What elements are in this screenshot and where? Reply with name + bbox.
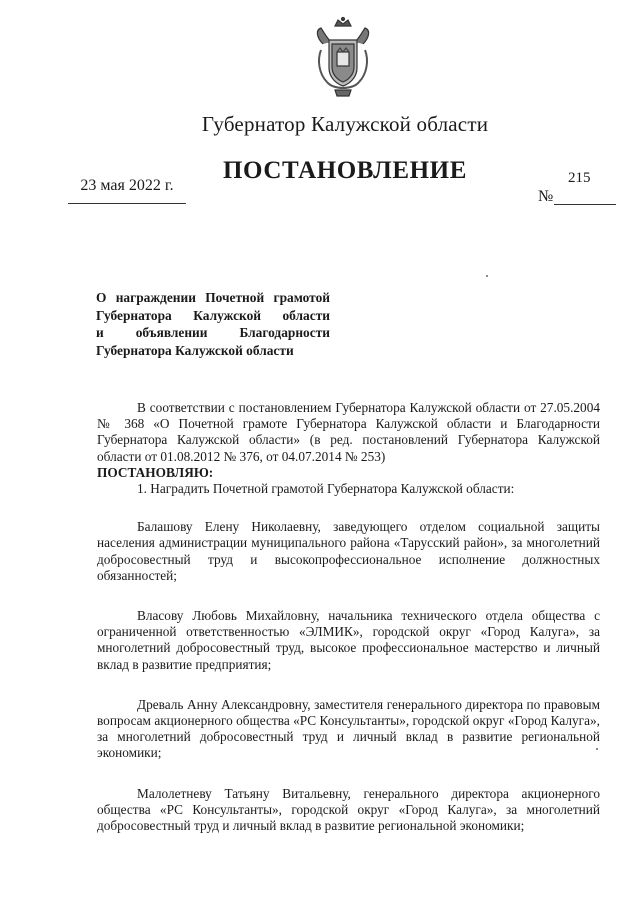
awardee-paragraph: Древаль Анну Александровну, заместителя генерального директора по правовым вопросам акционерного общества «РС Консультанты», городской округ «Город Калуга», за многолетний добросовестный труд и личный вклад в развитие региональной экономики; — [97, 696, 600, 761]
document-date: 23 мая 2022 г. — [68, 177, 186, 204]
coat-of-arms-icon — [313, 16, 373, 100]
document-subject — [96, 289, 330, 359]
awardee-paragraph: Балашову Елену Николаевну, заведующего отделом социальной защиты населения администрации муниципального района «Тарусский район», за многолетний добросовестный труд и высокопрофессиональное исполнение должностных обязанностей; — [97, 519, 600, 583]
award-item-heading: 1. Наградить Почетной грамотой Губернатора Калужской области: — [137, 481, 515, 497]
scan-speck — [486, 275, 488, 277]
document-number-block — [538, 170, 618, 210]
document-number: 215 — [568, 170, 591, 186]
number-underline — [554, 204, 616, 205]
number-sign: № — [538, 188, 554, 205]
subject-line: Губернатора Калужской области — [96, 342, 294, 358]
subject-line: и объявлении Благодарности — [96, 325, 330, 340]
document-type: ПОСТАНОВЛЕНИЕ — [222, 157, 468, 184]
awardee-paragraph: Власову Любовь Михайловну, начальника технического отдела общества с ограниченной ответственностью «ЭЛМИК», городской округ «Город Калуга», за многолетний добросовестный труд, высокое профессиональное мастерство и личный вклад в развитие предприятия; — [97, 608, 600, 672]
subject-line: Губернатора Калужской области — [96, 307, 330, 323]
issuing-authority: Губернатор Калужской области — [201, 112, 489, 136]
awardee-paragraph: Малолетневу Татьяну Витальевну, генерального директора акционерного общества «РС Консультанты», городской округ «Город Калуга», за многолетний добросовестный труд и личный вклад в развитие региональной экономики; — [97, 785, 600, 834]
document-body — [97, 400, 600, 834]
preamble-paragraph: В соответствии с постановлением Губернатора Калужской области от 27.05.2004 № 368 «О Почетной грамоте Губернатора Калужской области и Благодарности Губернатора Калужской области» (в ред. постановлений Губернатора Калужской области от 01.08.2012 № 376, от 04.07.2014 № 253) — [97, 400, 600, 464]
subject-line: О награждении Почетной грамотой — [96, 290, 330, 305]
decree-heading: ПОСТАНОВЛЯЮ: — [97, 464, 214, 480]
